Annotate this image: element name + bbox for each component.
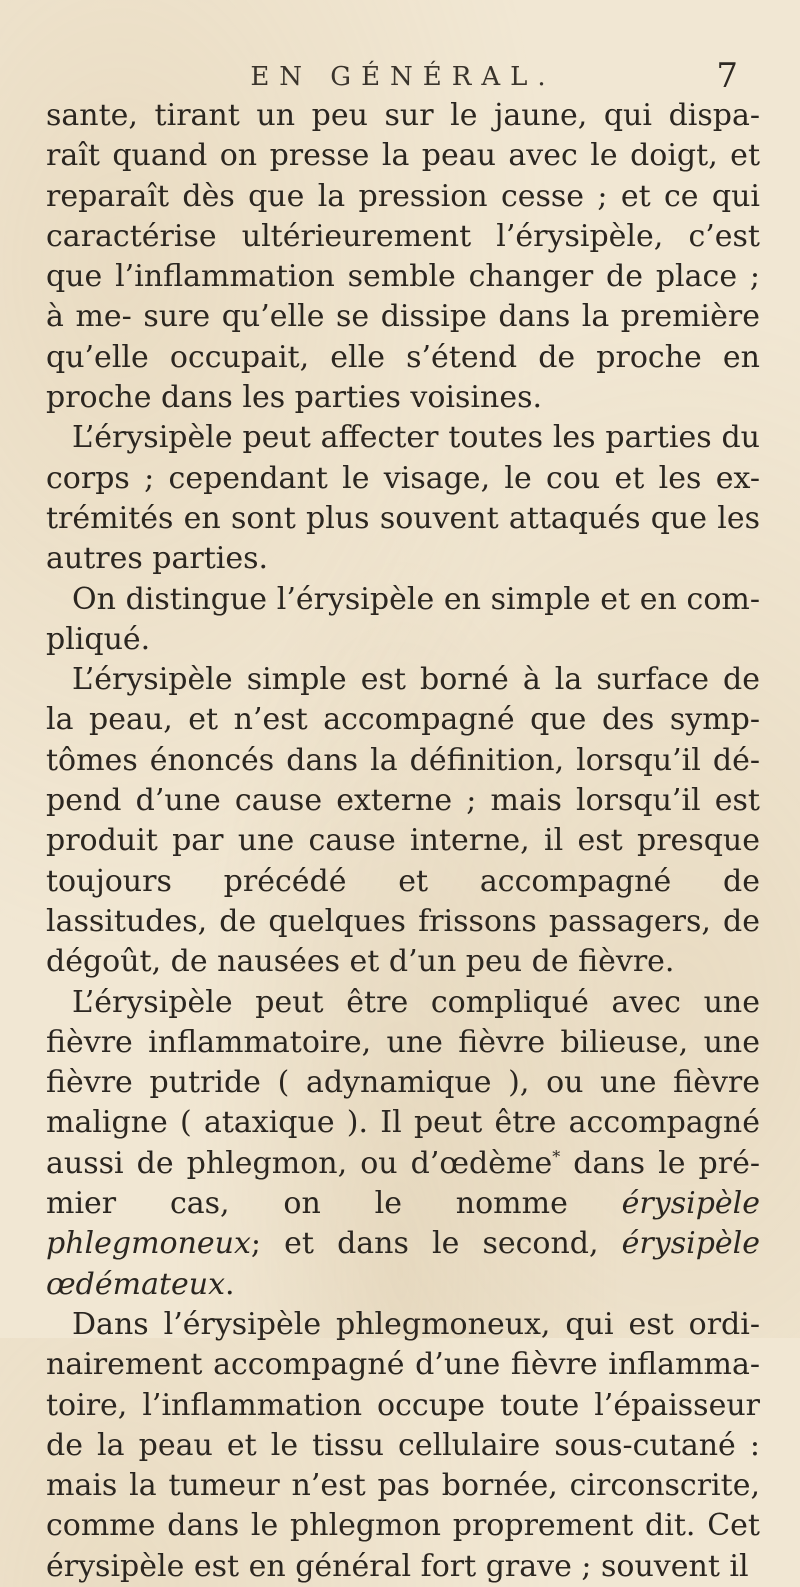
body-text [46,96,760,1587]
footnote-mark: * [552,1146,561,1166]
paragraph-5-text-middle: dans le pré- mier cas, on le nomme [46,1145,760,1222]
running-title: EN GÉNÉRAL. [250,62,556,92]
paragraph-3-text: On distingue l’érysipèle en simple et en com- pliqué. [46,581,760,657]
term-erysipele-phlegmoneux: érysipèle phlegmoneux [46,1186,760,1262]
paragraph-2-text: L’érysipèle peut affecter toutes les parties du corps ; cependant le visage, le cou et les ex- trémités en sont plus souvent attaqués que les autres parties. [46,420,760,577]
paragraph-1 [46,96,760,418]
paragraph-6 [46,1305,760,1587]
paragraph-2 [46,418,760,579]
paragraph-5-text-after: . [225,1266,235,1302]
paragraph-4-text: L’érysipèle simple est borné à la surface de la peau, et n’est accompagné que des symp- tômes énoncés dans la définition, lorsqu’il dé- pend d’une cause externe ; mais lorsqu’il est produit par une cause interne, il est presque toujours précédé et accompagné de lassitudes, de quelques frissons passagers, de dégoût, de nausées et d’un peu de fièvre. [46,662,760,980]
term-erysipele-oedemateux: érysipèle œdémateux [46,1226,760,1302]
paragraph-1-text: sante, tirant un peu sur le jaune, qui dispa- raît quand on presse la peau avec le doigt, et reparaît dès que la pression cesse ; et ce qui caractérise ultérieurement l’érysipèle, c’est que l’inflammation semble changer de place ; à me- sure qu’elle se dissipe dans la première qu’elle occupait, elle s’étend de proche en proche dans les parties voisines. [46,98,760,416]
paragraph-3 [46,580,760,661]
paragraph-6-text: Dans l’érysipèle phlegmoneux, qui est ordi- nairement accompagné d’une fièvre inflamma- toire, l’inflammation occupe toute l’épaisseur de la peau et le tissu cellulaire sous-cutané : mais la tumeur n’est pas bornée, circonscrite, comme dans le phlegmon proprement dit. Cet érysipèle est en général fort grave ; souvent il [46,1306,760,1584]
running-head [46,50,760,96]
page-number: 7 [716,56,738,96]
paragraph-5 [46,983,760,1305]
paragraph-4 [46,660,760,982]
paragraph-5-text-before: L’érysipèle peut être compliqué avec une fièvre inflammatoire, une fièvre bilieuse, une fièvre putride ( adynamique ), ou une fièvre maligne ( ataxique ). Il peut être accompagné aussi de phlegmon, ou d’œdème [46,984,760,1181]
paragraph-5-text-between: ; et dans le second, [250,1226,622,1262]
